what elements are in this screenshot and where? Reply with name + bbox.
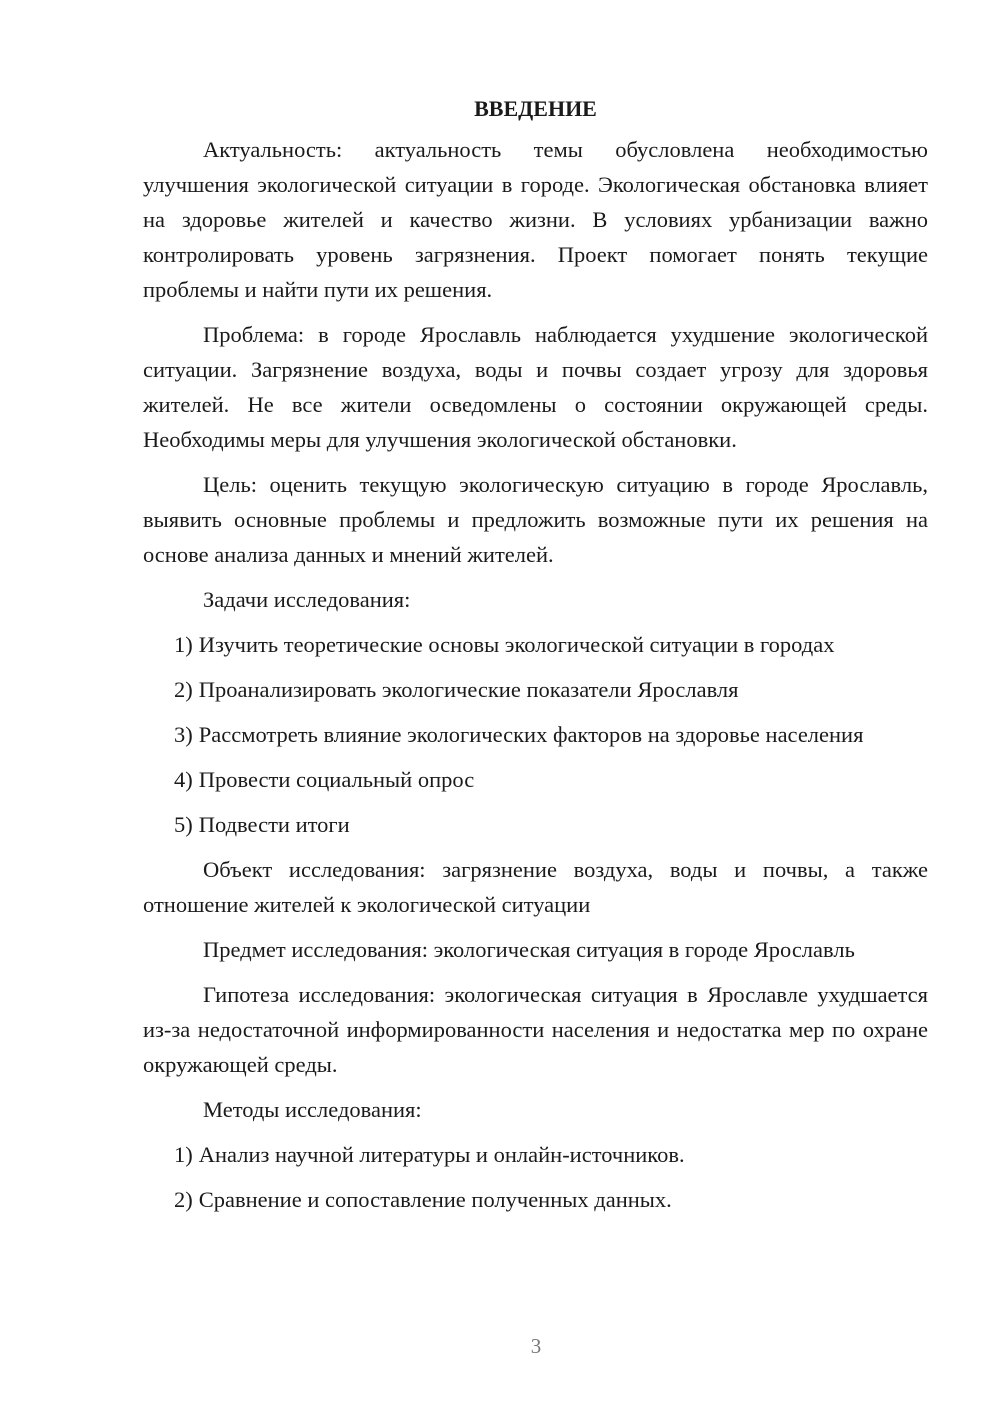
goal-paragraph: Цель: оценить текущую экологическую ситуацию в городе Ярославль, выявить основные проблемы и предложить возможные пути их решения на основе анализа данных и мнений жителей. [143,472,928,567]
method-number: 1) [174,1142,193,1167]
problem-paragraph: Проблема: в городе Ярославль наблюдается ухудшение экологической ситуации. Загрязнение воздуха, воды и почвы создает угрозу для здоровья жителей. Не все жители осведомлены о состоянии окружающей среды. Необходимы меры для улучшения экологической обстановки. [143,322,928,452]
method-item [143,1137,928,1172]
task-text: Проанализировать экологические показатели Ярославля [198,677,739,702]
task-number: 5) [174,812,193,837]
tasks-heading: Задачи исследования: [203,587,411,612]
subject-paragraph: Предмет исследования: экологическая ситуация в городе Ярославль [203,937,855,962]
task-item [143,807,928,842]
task-text: Провести социальный опрос [198,767,475,792]
hypothesis-paragraph: Гипотеза исследования: экологическая ситуация в Ярославле ухудшается из-за недостаточной информированности населения и недостатка мер по охране окружающей среды. [143,982,928,1077]
method-number: 2) [174,1187,193,1212]
relevance-paragraph: Актуальность: актуальность темы обусловлена необходимостью улучшения экологической ситуации в городе. Экологическая обстановка влияет на здоровье жителей и качество жизни. В условиях урбанизации важно контролировать уровень загрязнения. Проект помогает понять текущие проблемы и найти пути их решения. [143,137,928,302]
page-number: 3 [530,1334,542,1358]
task-number: 3) [174,722,193,747]
task-item [143,627,928,662]
method-text: Сравнение и сопоставление полученных данных. [198,1187,672,1212]
method-text: Анализ научной литературы и онлайн-источников. [198,1142,685,1167]
task-number: 4) [174,767,193,792]
task-number: 2) [174,677,193,702]
page-title: ВВЕДЕНИЕ [474,96,597,121]
page-content [143,91,928,1227]
task-item [143,762,928,797]
task-text: Изучить теоретические основы экологической ситуации в городах [198,632,835,657]
object-paragraph: Объект исследования: загрязнение воздуха, воды и почвы, а также отношение жителей к экологической ситуации [143,857,928,917]
method-item [143,1182,928,1217]
methods-heading: Методы исследования: [203,1097,422,1122]
task-item [143,717,928,752]
task-text: Подвести итоги [198,812,350,837]
task-number: 1) [174,632,193,657]
task-item [143,672,928,707]
task-text: Рассмотреть влияние экологических факторов на здоровье населения [198,722,864,747]
